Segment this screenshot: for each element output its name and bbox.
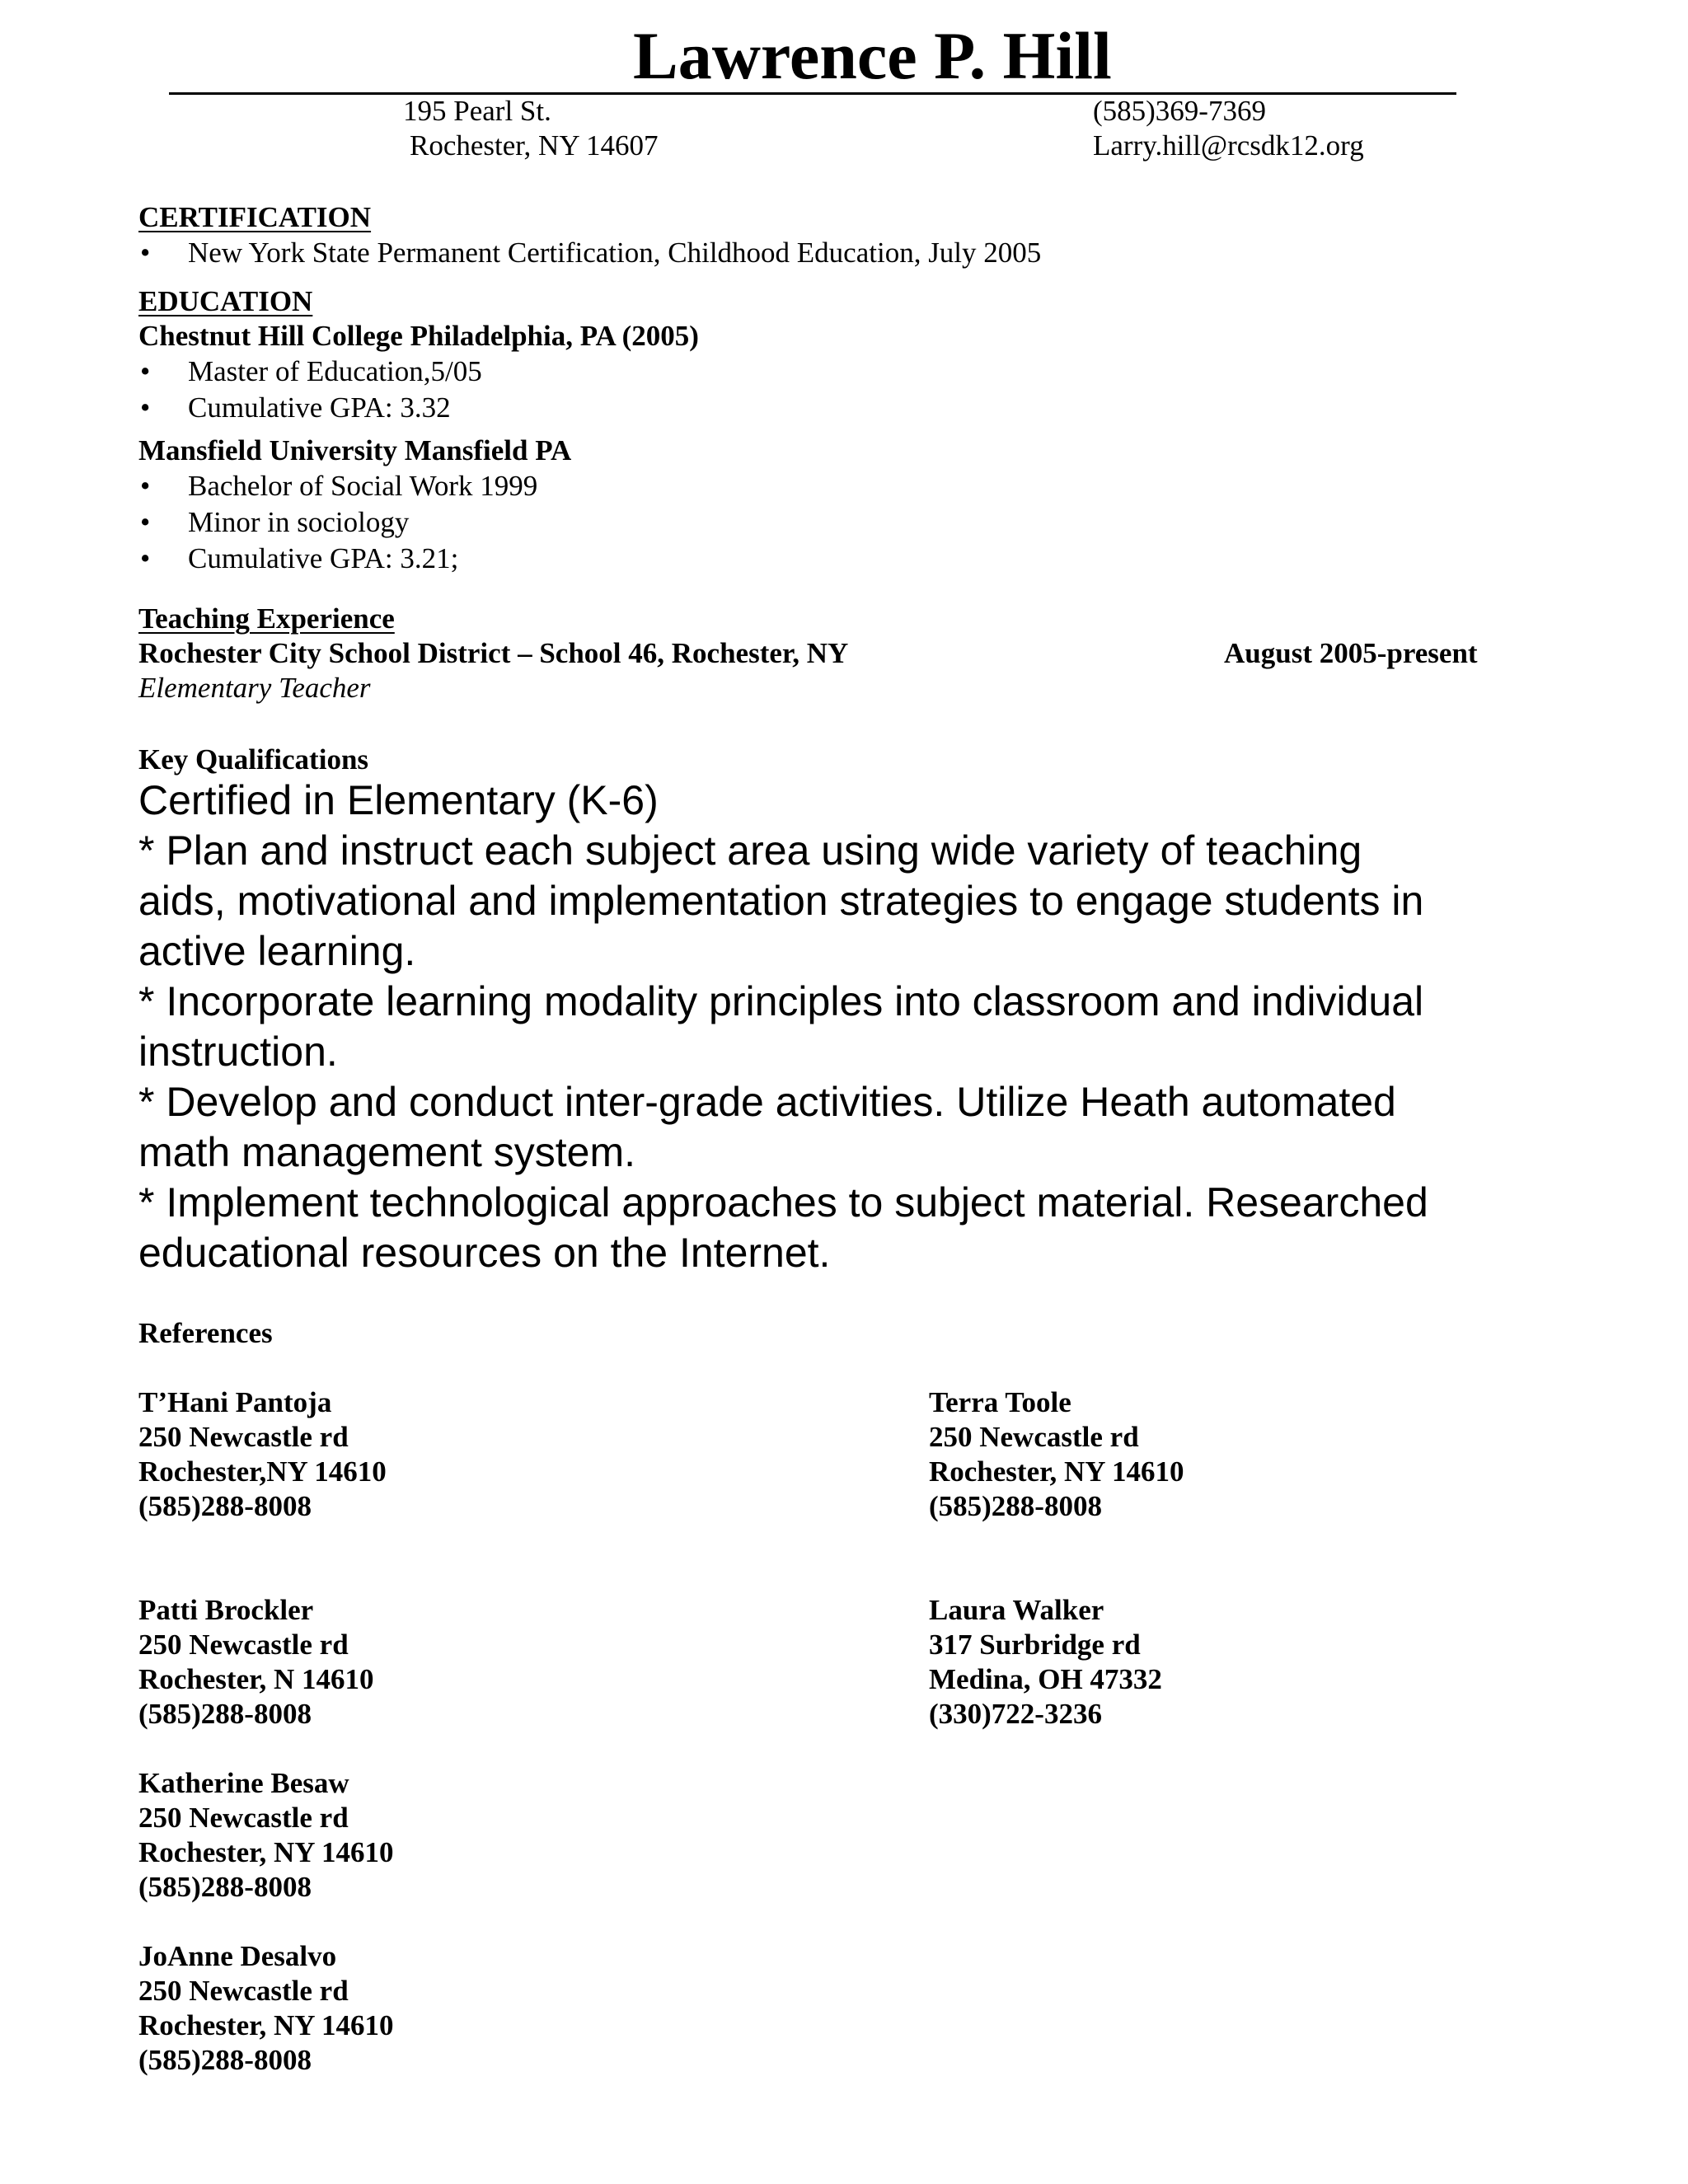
reference-name: T’Hani Pantoja bbox=[138, 1386, 332, 1418]
certification-heading: CERTIFICATION bbox=[138, 201, 372, 233]
reference-city: Medina, OH 47332 bbox=[929, 1663, 1162, 1695]
qualification-line: * Implement technological approaches to subject material. Researched bbox=[138, 1179, 1428, 1226]
qualification-line: instruction. bbox=[138, 1029, 338, 1075]
reference-card bbox=[138, 1385, 387, 1524]
education-heading: EDUCATION bbox=[138, 285, 313, 317]
email-address[interactable]: Larry.hill@rcsdk12.org bbox=[1093, 129, 1364, 162]
reference-street: 250 Newcastle rd bbox=[929, 1421, 1139, 1453]
bullet-icon: • bbox=[140, 470, 151, 502]
school-title: Mansfield University Mansfield PA bbox=[138, 434, 572, 466]
reference-city: Rochester,NY 14610 bbox=[138, 1455, 387, 1488]
reference-phone: (585)288-8008 bbox=[138, 1490, 312, 1522]
reference-name: Terra Toole bbox=[929, 1386, 1071, 1418]
school-title: Chestnut Hill College Philadelphia, PA (2005) bbox=[138, 320, 699, 352]
reference-name: Patti Brockler bbox=[138, 1594, 314, 1626]
list-item: • Master of Education,5/05 bbox=[138, 354, 482, 390]
qualification-line: * Develop and conduct inter-grade activities. Utilize Heath automated bbox=[138, 1079, 1396, 1125]
qualification-line: * Plan and instruct each subject area using wide variety of teaching bbox=[138, 827, 1362, 874]
job-role: Elementary Teacher bbox=[138, 672, 371, 704]
reference-street: 250 Newcastle rd bbox=[138, 1421, 349, 1453]
qualification-line: * Incorporate learning modality principles into classroom and individual bbox=[138, 978, 1424, 1024]
address-line-2: Rochester, NY 14607 bbox=[410, 129, 659, 162]
reference-card bbox=[929, 1385, 1184, 1524]
bullet-icon: • bbox=[140, 237, 151, 269]
qualification-line: educational resources on the Internet. bbox=[138, 1230, 831, 1276]
reference-street: 250 Newcastle rd bbox=[138, 1975, 349, 2007]
list-item: • New York State Permanent Certification, Childhood Education, July 2005 bbox=[138, 235, 1041, 271]
bullet-icon: • bbox=[140, 506, 151, 538]
qualification-line: math management system. bbox=[138, 1129, 636, 1175]
list-item: • Cumulative GPA: 3.32 bbox=[138, 390, 482, 426]
bullet-icon: • bbox=[140, 542, 151, 574]
reference-card bbox=[138, 1766, 393, 1905]
reference-city: Rochester, NY 14610 bbox=[138, 2009, 394, 2041]
education-list-1 bbox=[138, 354, 482, 426]
references-heading: References bbox=[138, 1317, 273, 1349]
reference-phone: (585)288-8008 bbox=[929, 1490, 1102, 1522]
reference-city: Rochester, NY 14610 bbox=[138, 1836, 394, 1868]
qualification-line: Certified in Elementary (K-6) bbox=[138, 777, 659, 823]
qualifications-heading: Key Qualifications bbox=[138, 743, 369, 776]
list-item: • Bachelor of Social Work 1999 bbox=[138, 468, 537, 504]
reference-name: Katherine Besaw bbox=[138, 1767, 349, 1799]
reference-phone: (330)722-3236 bbox=[929, 1698, 1102, 1730]
reference-city: Rochester, NY 14610 bbox=[929, 1455, 1184, 1488]
reference-phone: (585)288-8008 bbox=[138, 1871, 312, 1903]
reference-phone: (585)288-8008 bbox=[138, 1698, 312, 1730]
reference-name: JoAnne Desalvo bbox=[138, 1940, 337, 1972]
reference-card bbox=[138, 1939, 393, 2078]
reference-street: 317 Surbridge rd bbox=[929, 1629, 1141, 1661]
address-line-1: 195 Pearl St. bbox=[403, 95, 551, 127]
employment-dates: August 2005-present bbox=[1224, 637, 1478, 669]
bullet-icon: • bbox=[140, 355, 151, 387]
list-item: • Cumulative GPA: 3.21; bbox=[138, 541, 537, 577]
qualification-line: aids, motivational and implementation strategies to engage students in bbox=[138, 878, 1424, 924]
qualification-line: active learning. bbox=[138, 928, 416, 974]
list-item: • Minor in sociology bbox=[138, 504, 537, 541]
experience-heading: Teaching Experience bbox=[138, 602, 395, 635]
reference-phone: (585)288-8008 bbox=[138, 2044, 312, 2076]
reference-card bbox=[929, 1593, 1162, 1732]
certification-list bbox=[138, 235, 1041, 271]
reference-city: Rochester, N 14610 bbox=[138, 1663, 374, 1695]
employer: Rochester City School District – School 46, Rochester, NY bbox=[138, 637, 849, 669]
reference-street: 250 Newcastle rd bbox=[138, 1802, 349, 1834]
reference-name: Laura Walker bbox=[929, 1594, 1104, 1626]
reference-card bbox=[138, 1593, 373, 1732]
phone-number: (585)369-7369 bbox=[1093, 95, 1266, 127]
reference-street: 250 Newcastle rd bbox=[138, 1629, 349, 1661]
bullet-icon: • bbox=[140, 391, 151, 424]
education-list-2 bbox=[138, 468, 537, 577]
